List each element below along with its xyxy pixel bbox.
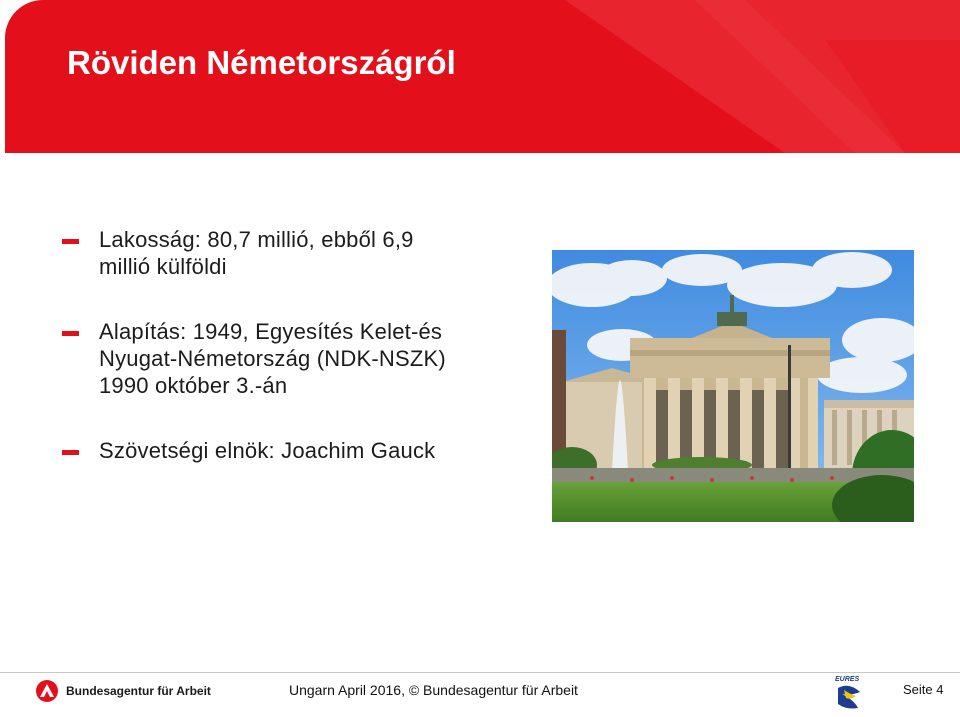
bullet-dash-icon — [62, 239, 79, 244]
brandenburg-gate-photo — [552, 250, 914, 522]
bullet-dash-icon — [62, 450, 79, 455]
title-banner — [5, 0, 960, 153]
bullet-line: Alapítás: 1949, Egyesítés Kelet-és — [99, 319, 443, 344]
bullet-item-founding — [62, 318, 522, 399]
page-number: Seite 4 — [903, 682, 944, 697]
eures-logo — [832, 674, 866, 717]
bullet-line: 1990 október 3.-án — [99, 373, 288, 398]
bullet-dash-icon — [62, 331, 79, 336]
eures-logo-icon — [832, 674, 866, 712]
ba-logo-text: Bundesagentur für Arbeit — [66, 684, 211, 698]
bullet-item-population — [62, 226, 522, 280]
ba-logo-icon — [36, 680, 58, 702]
bullet-item-president — [62, 437, 522, 464]
bullet-line: Lakosság: 80,7 millió, ebből 6,9 — [99, 227, 414, 252]
bullet-line: Szövetségi elnök: Joachim Gauck — [99, 438, 436, 463]
footer-divider — [0, 672, 960, 673]
bullet-line: millió külföldi — [99, 254, 227, 279]
bullet-list — [62, 226, 522, 464]
ba-logo — [36, 680, 211, 702]
bullet-line: Nyugat-Németország (NDK-NSZK) — [99, 346, 446, 371]
page-title: Röviden Németországról — [67, 44, 456, 81]
footer-copyright: Ungarn April 2016, © Bundesagentur für Arbeit — [289, 682, 578, 698]
eures-logo-text: EURES — [835, 676, 860, 683]
